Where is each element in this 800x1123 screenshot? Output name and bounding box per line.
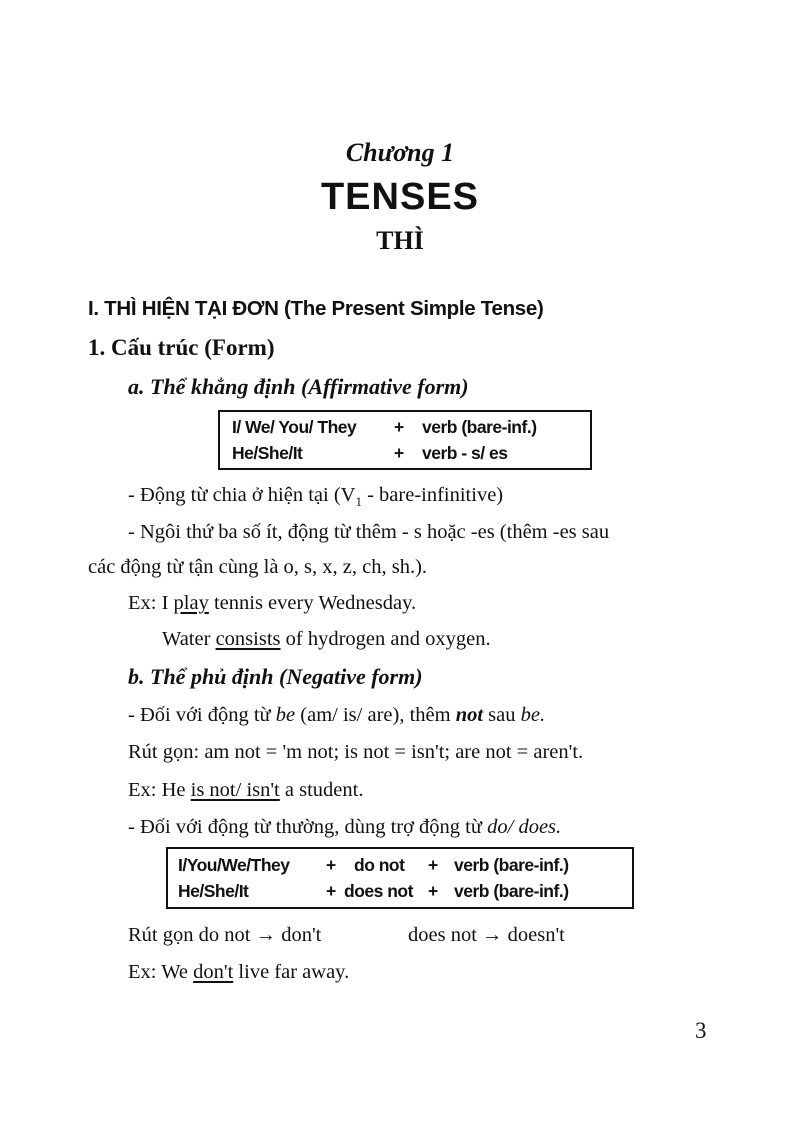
chapter-subtitle: THÌ xyxy=(376,226,424,255)
formula-plus: + xyxy=(394,417,404,437)
formula-verb: verb (bare-inf.) xyxy=(422,417,537,437)
formula-row xyxy=(232,417,582,439)
formula-verb: verb (bare-inf.) xyxy=(454,855,569,875)
page-number: 3 xyxy=(695,1018,707,1043)
negative-contraction-1: Rút gọn: am not = 'm not; is not = isn't; are not = aren't. xyxy=(128,741,584,763)
formula-subject: He/She/It xyxy=(232,443,303,463)
formula-aux: does not xyxy=(344,881,413,901)
section-heading: I. THÌ HIỆN TẠI ĐƠN (The Present Simple Tense) xyxy=(88,297,544,320)
affirmative-note-2-cont: các động từ tận cùng là o, s, x, z, ch, sh.). xyxy=(88,556,428,578)
formula-aux: do not xyxy=(354,855,405,875)
negative-heading: b. Thể phủ định (Negative form) xyxy=(128,664,423,689)
formula-verb: verb (bare-inf.) xyxy=(454,881,569,901)
formula-plus: + xyxy=(394,443,404,463)
chapter-title: TENSES xyxy=(320,176,480,218)
negative-formula-box xyxy=(166,847,634,909)
affirmative-formula-box xyxy=(218,410,592,470)
subsection-heading: 1. Cấu trúc (Form) xyxy=(88,335,275,360)
chapter-label: Chương 1 xyxy=(345,138,455,167)
formula-row xyxy=(232,443,582,465)
formula-row xyxy=(178,855,618,877)
formula-plus: + xyxy=(428,881,438,901)
negative-contraction-2a: Rút gọn do not → don't xyxy=(128,924,322,946)
example-3: Ex: He is not/ isn't a student. xyxy=(128,779,364,801)
formula-row xyxy=(178,881,618,903)
affirmative-note-1: - Động từ chia ở hiện tại ($V_1$ - bare-infinitive) xyxy=(128,484,504,510)
negative-ordinary-rule: - Đối với động từ thường, dùng trợ động từ do/ does. xyxy=(128,816,562,838)
formula-plus: + xyxy=(428,855,438,875)
negative-contraction-2b: does not → doesn't xyxy=(408,924,565,946)
formula-subject: He/She/It xyxy=(178,881,249,901)
formula-plus: + xyxy=(326,881,336,901)
formula-subject: I/You/We/They xyxy=(178,855,290,875)
formula-verb: verb - s/ es xyxy=(422,443,508,463)
example-4: Ex: We don't live far away. xyxy=(128,961,350,983)
formula-plus: + xyxy=(326,855,336,875)
example-2: Water consists of hydrogen and oxygen. xyxy=(162,628,491,650)
affirmative-note-2: - Ngôi thứ ba số ít, động từ thêm - s hoặc -es (thêm -es sau xyxy=(128,521,610,543)
affirmative-heading: a. Thể khẳng định (Affirmative form) xyxy=(128,374,469,399)
example-1: Ex: I play tennis every Wednesday. xyxy=(128,592,417,614)
negative-be-rule: - Đối với động từ be (am/ is/ are), thêm not sau be. xyxy=(128,704,546,726)
formula-subject: I/ We/ You/ They xyxy=(232,417,357,437)
